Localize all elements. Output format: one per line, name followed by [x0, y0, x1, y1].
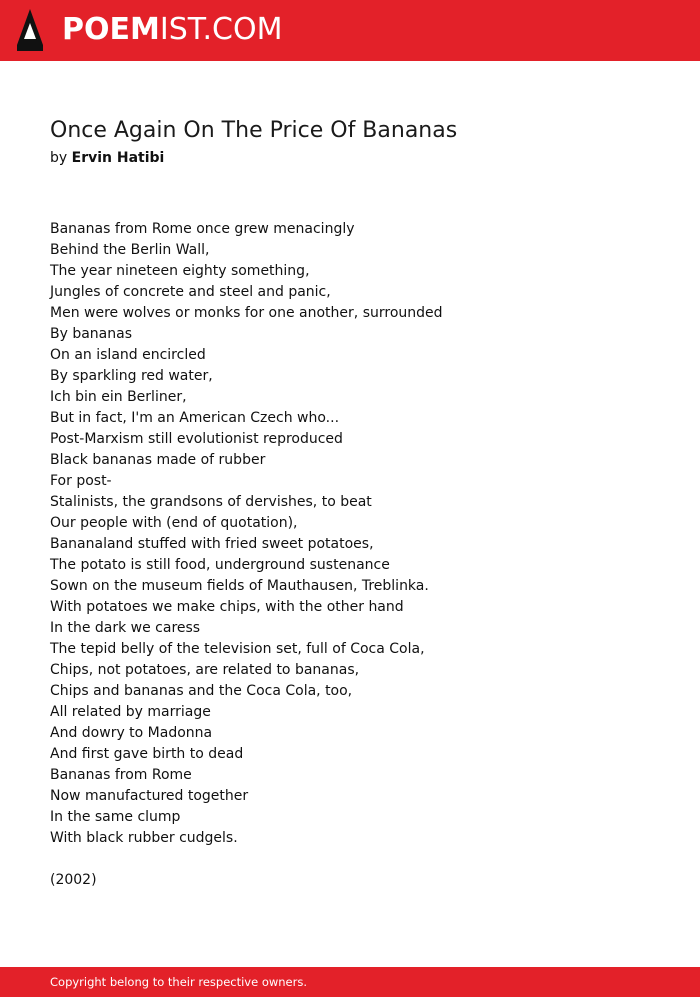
- poem-body: [50, 219, 670, 849]
- poem-line: Chips, not potatoes, are related to bananas,: [50, 662, 360, 678]
- poem-line: Bananaland stuffed with fried sweet potatoes,: [50, 536, 374, 552]
- poem-line: Black bananas made of rubber: [50, 452, 266, 468]
- poem-line: Sown on the museum fields of Mauthausen, Treblinka.: [50, 578, 429, 594]
- poem-line: Behind the Berlin Wall,: [50, 242, 210, 258]
- poem-line: Bananas from Rome once grew menacingly: [50, 221, 355, 237]
- poem-line: Chips and bananas and the Coca Cola, too,: [50, 683, 353, 699]
- poem-line: Men were wolves or monks for one another, surrounded: [50, 305, 443, 321]
- author-name: Ervin Hatibi: [71, 150, 165, 166]
- poem-line: The year nineteen eighty something,: [50, 263, 310, 279]
- poem-line: But in fact, I'm an American Czech who...: [50, 410, 340, 426]
- poem-line: For post-: [50, 473, 112, 489]
- poem-line: And first gave birth to dead: [50, 746, 244, 762]
- site-footer: [0, 967, 700, 997]
- pencil-icon[interactable]: [17, 9, 43, 51]
- logo-text-bold: POEM: [62, 12, 160, 47]
- poem-line: And dowry to Madonna: [50, 725, 213, 741]
- site-logo[interactable]: [62, 10, 282, 50]
- poem-line: Now manufactured together: [50, 788, 249, 804]
- poem-line: Ich bin ein Berliner,: [50, 389, 187, 405]
- poem-year: (2002): [50, 872, 97, 888]
- poem-line: All related by marriage: [50, 704, 211, 720]
- byline: [50, 148, 164, 168]
- poem-line: Post-Marxism still evolutionist reproduced: [50, 431, 343, 447]
- by-label: by: [50, 150, 68, 166]
- poem-line: By sparkling red water,: [50, 368, 213, 384]
- poem-line: Our people with (end of quotation),: [50, 515, 298, 531]
- poem-line: The potato is still food, underground sustenance: [50, 557, 390, 573]
- site-header: [0, 0, 700, 61]
- poem-line: Stalinists, the grandsons of dervishes, to beat: [50, 494, 372, 510]
- logo-text-light: IST.COM: [159, 12, 283, 47]
- poem-line: By bananas: [50, 326, 133, 342]
- poem-line: With black rubber cudgels.: [50, 830, 238, 846]
- poem-line: Bananas from Rome: [50, 767, 192, 783]
- poem-line: Jungles of concrete and steel and panic,: [50, 284, 331, 300]
- poem-line: The tepid belly of the television set, full of Coca Cola,: [50, 641, 425, 657]
- poem-line: On an island encircled: [50, 347, 206, 363]
- poem-line: In the same clump: [50, 809, 181, 825]
- poem-line: With potatoes we make chips, with the other hand: [50, 599, 404, 615]
- copyright-text: Copyright belong to their respective owners.: [50, 975, 308, 989]
- poem-line: In the dark we caress: [50, 620, 201, 636]
- poem-title: Once Again On The Price Of Bananas: [50, 118, 458, 143]
